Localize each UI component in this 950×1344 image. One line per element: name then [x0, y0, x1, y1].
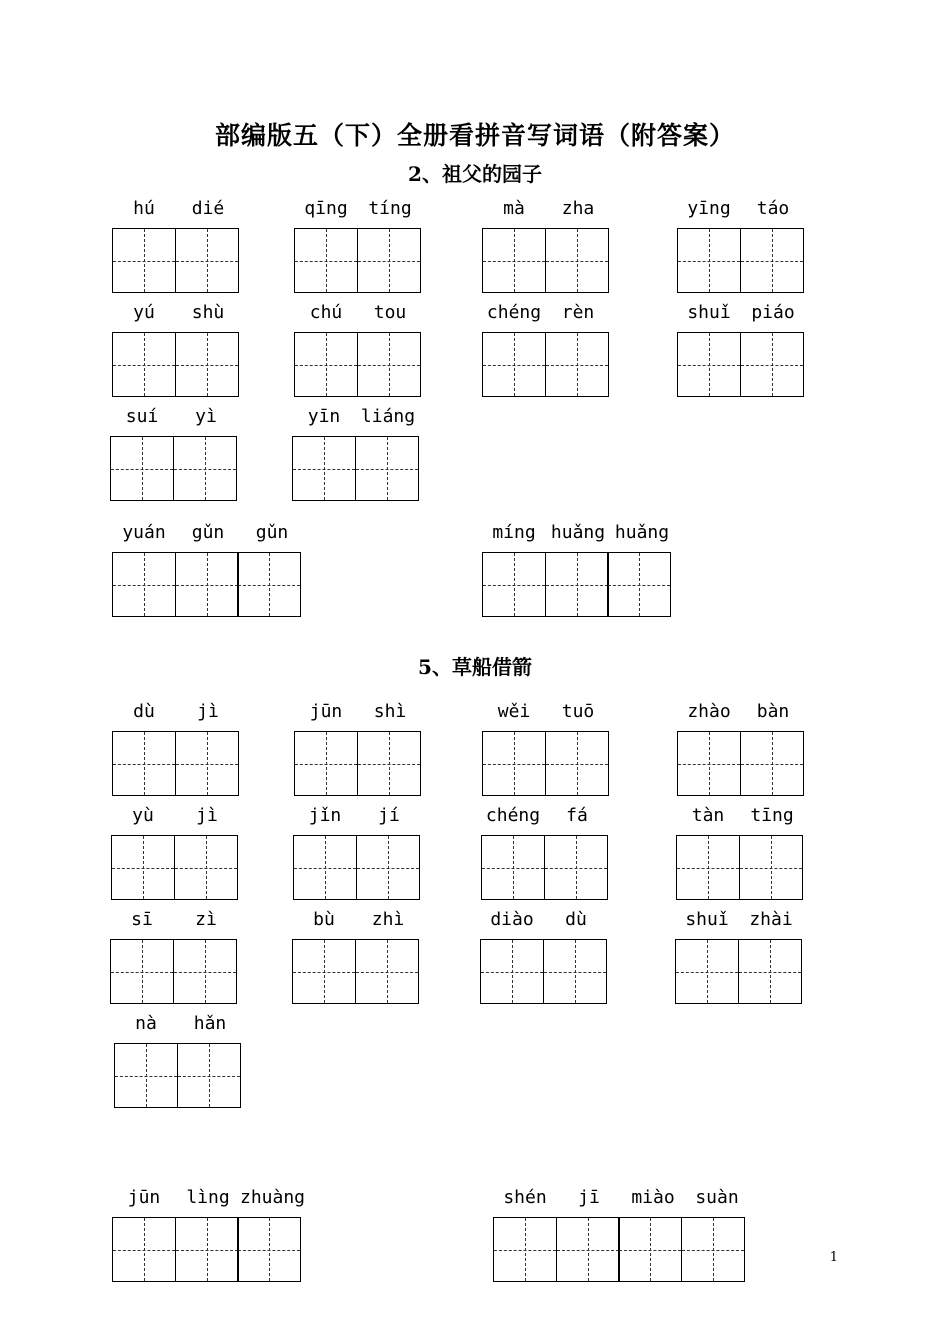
pinyin-line — [482, 522, 674, 543]
writing-cell[interactable] — [545, 731, 609, 796]
writing-cell[interactable] — [355, 436, 419, 501]
writing-cell[interactable] — [740, 332, 804, 397]
pinyin-line — [112, 198, 240, 219]
writing-cell[interactable] — [357, 228, 421, 293]
section-heading-2: 5、草船借箭 — [418, 655, 532, 679]
writing-cell[interactable] — [543, 939, 607, 1004]
writing-cell[interactable] — [111, 835, 175, 900]
writing-cell[interactable] — [294, 228, 358, 293]
pinyin-syllable: nà — [135, 1013, 157, 1034]
pinyin-syllable: bù — [313, 909, 335, 930]
pinyin-syllable: tuō — [561, 701, 595, 722]
pinyin-syllable: yīng — [687, 198, 731, 219]
pinyin-syllable: diào — [490, 909, 534, 930]
writing-boxes — [675, 939, 800, 1004]
pinyin-syllable: jǐn — [308, 805, 342, 826]
writing-cell[interactable] — [544, 835, 608, 900]
pinyin-syllable: wěi — [497, 701, 531, 722]
pinyin-syllable: hǎn — [193, 1013, 227, 1034]
writing-cell[interactable] — [545, 228, 609, 293]
pinyin-syllable: jūn — [127, 1187, 161, 1208]
pinyin-syllable: yú — [133, 302, 155, 323]
writing-boxes — [110, 939, 235, 1004]
pinyin-syllable: yù — [132, 805, 154, 826]
writing-cell[interactable] — [177, 1043, 241, 1108]
writing-cell[interactable] — [110, 436, 174, 501]
writing-boxes — [110, 436, 235, 501]
writing-cell[interactable] — [356, 835, 420, 900]
pinyin-line — [677, 198, 805, 219]
pinyin-syllable: chú — [309, 302, 343, 323]
page-title: 部编版五（下）全册看拼音写词语（附答案） — [214, 121, 735, 150]
writing-boxes — [294, 228, 419, 293]
writing-boxes — [482, 332, 607, 397]
pinyin-line — [493, 1187, 749, 1208]
pinyin-line — [676, 805, 804, 826]
pinyin-line — [112, 701, 240, 722]
writing-cell[interactable] — [114, 1043, 178, 1108]
writing-cell[interactable] — [681, 1217, 745, 1282]
writing-boxes — [677, 228, 802, 293]
writing-cell[interactable] — [237, 552, 301, 617]
writing-boxes — [112, 1217, 300, 1282]
writing-cell[interactable] — [739, 835, 803, 900]
pinyin-line — [294, 198, 422, 219]
writing-boxes — [111, 835, 236, 900]
pinyin-syllable: huǎng — [614, 522, 670, 543]
pinyin-line — [292, 406, 420, 427]
pinyin-syllable: táo — [756, 198, 790, 219]
pinyin-syllable: suí — [125, 406, 159, 427]
pinyin-syllable: zhì — [371, 909, 405, 930]
writing-cell[interactable] — [556, 1217, 620, 1282]
writing-boxes — [482, 552, 670, 617]
writing-cell[interactable] — [607, 552, 671, 617]
writing-cell[interactable] — [618, 1217, 682, 1282]
pinyin-syllable: jì — [196, 805, 218, 826]
writing-boxes — [112, 552, 300, 617]
pinyin-syllable: yì — [195, 406, 217, 427]
writing-cell[interactable] — [294, 731, 358, 796]
writing-cell[interactable] — [294, 332, 358, 397]
writing-boxes — [482, 731, 607, 796]
pinyin-syllable: suàn — [695, 1187, 739, 1208]
pinyin-line — [482, 701, 610, 722]
pinyin-syllable: qīng — [304, 198, 348, 219]
writing-cell[interactable] — [175, 1217, 239, 1282]
pinyin-syllable: shì — [373, 701, 407, 722]
pinyin-syllable: dié — [191, 198, 225, 219]
pinyin-syllable: huǎng — [550, 522, 606, 543]
pinyin-syllable: rèn — [561, 302, 595, 323]
pinyin-syllable: sī — [131, 909, 153, 930]
writing-cell[interactable] — [110, 939, 174, 1004]
pinyin-syllable: yīn — [307, 406, 341, 427]
writing-cell[interactable] — [355, 939, 419, 1004]
pinyin-line — [112, 302, 240, 323]
writing-cell[interactable] — [175, 228, 239, 293]
writing-cell[interactable] — [175, 731, 239, 796]
writing-cell[interactable] — [112, 228, 176, 293]
writing-cell[interactable] — [677, 731, 741, 796]
pinyin-syllable: zhài — [749, 909, 793, 930]
pinyin-syllable: tou — [373, 302, 407, 323]
writing-cell[interactable] — [357, 332, 421, 397]
pinyin-syllable: piáo — [751, 302, 795, 323]
writing-cell[interactable] — [293, 835, 357, 900]
writing-cell[interactable] — [357, 731, 421, 796]
writing-boxes — [292, 436, 417, 501]
pinyin-syllable: chéng — [486, 302, 542, 323]
pinyin-syllable: zhào — [687, 701, 731, 722]
writing-cell[interactable] — [493, 1217, 557, 1282]
pinyin-syllable: gǔn — [255, 522, 289, 543]
pinyin-syllable: shén — [503, 1187, 547, 1208]
pinyin-line — [112, 1187, 304, 1208]
writing-boxes — [677, 731, 802, 796]
pinyin-syllable: dù — [133, 701, 155, 722]
pinyin-syllable: lìng — [186, 1187, 230, 1208]
writing-cell[interactable] — [481, 835, 545, 900]
writing-boxes — [114, 1043, 239, 1108]
writing-boxes — [293, 835, 418, 900]
writing-cell[interactable] — [175, 332, 239, 397]
pinyin-syllable: zì — [195, 909, 217, 930]
pinyin-syllable: bàn — [756, 701, 790, 722]
writing-cell[interactable] — [292, 436, 356, 501]
pinyin-syllable: dù — [565, 909, 587, 930]
writing-cell[interactable] — [677, 228, 741, 293]
pinyin-syllable: gǔn — [191, 522, 225, 543]
pinyin-syllable: zhuàng — [240, 1187, 306, 1208]
writing-boxes — [482, 228, 607, 293]
writing-cell[interactable] — [482, 731, 546, 796]
pinyin-syllable: jī — [578, 1187, 600, 1208]
writing-cell[interactable] — [175, 552, 239, 617]
writing-boxes — [481, 835, 606, 900]
pinyin-line — [482, 198, 610, 219]
pinyin-line — [111, 805, 239, 826]
pinyin-syllable: shuǐ — [685, 909, 729, 930]
writing-boxes — [112, 731, 237, 796]
pinyin-syllable: jí — [378, 805, 400, 826]
writing-cell[interactable] — [112, 1217, 176, 1282]
writing-boxes — [493, 1217, 743, 1282]
writing-cell[interactable] — [545, 552, 609, 617]
writing-boxes — [294, 332, 419, 397]
pinyin-syllable: fá — [566, 805, 588, 826]
pinyin-line — [292, 909, 420, 930]
writing-cell[interactable] — [174, 835, 238, 900]
pinyin-syllable: tīng — [750, 805, 794, 826]
writing-cell[interactable] — [173, 939, 237, 1004]
pinyin-line — [482, 302, 610, 323]
writing-cell[interactable] — [112, 731, 176, 796]
pinyin-syllable: chéng — [485, 805, 541, 826]
pinyin-syllable: mà — [503, 198, 525, 219]
writing-boxes — [292, 939, 417, 1004]
pinyin-line — [294, 701, 422, 722]
pinyin-line — [677, 302, 805, 323]
writing-cell[interactable] — [675, 939, 739, 1004]
pinyin-line — [114, 1013, 242, 1034]
writing-boxes — [676, 835, 801, 900]
writing-boxes — [112, 332, 237, 397]
writing-cell[interactable] — [545, 332, 609, 397]
pinyin-syllable: zha — [561, 198, 595, 219]
writing-cell[interactable] — [677, 332, 741, 397]
writing-cell[interactable] — [738, 939, 802, 1004]
pinyin-line — [110, 406, 238, 427]
pinyin-syllable: hú — [133, 198, 155, 219]
writing-boxes — [677, 332, 802, 397]
writing-cell[interactable] — [237, 1217, 301, 1282]
pinyin-line — [481, 805, 609, 826]
pinyin-syllable: shuǐ — [687, 302, 731, 323]
section-heading-1: 2、祖父的园子 — [408, 162, 542, 186]
pinyin-line — [110, 909, 238, 930]
writing-cell[interactable] — [482, 332, 546, 397]
pinyin-line — [294, 302, 422, 323]
writing-cell[interactable] — [740, 731, 804, 796]
pinyin-line — [675, 909, 803, 930]
writing-boxes — [480, 939, 605, 1004]
pinyin-syllable: tíng — [368, 198, 412, 219]
pinyin-line — [293, 805, 421, 826]
pinyin-syllable: liáng — [360, 406, 416, 427]
writing-cell[interactable] — [740, 228, 804, 293]
pinyin-syllable: shù — [191, 302, 225, 323]
writing-cell[interactable] — [173, 436, 237, 501]
pinyin-syllable: yuán — [122, 522, 166, 543]
pinyin-syllable: miào — [631, 1187, 675, 1208]
pinyin-syllable: jì — [197, 701, 219, 722]
pinyin-line — [480, 909, 608, 930]
writing-cell[interactable] — [676, 835, 740, 900]
pinyin-line — [112, 522, 304, 543]
page-number: 1 — [829, 1250, 838, 1265]
pinyin-syllable: jūn — [309, 701, 343, 722]
pinyin-syllable: míng — [492, 522, 536, 543]
writing-boxes — [294, 731, 419, 796]
writing-cell[interactable] — [112, 332, 176, 397]
writing-cell[interactable] — [482, 552, 546, 617]
pinyin-line — [677, 701, 805, 722]
writing-boxes — [112, 228, 237, 293]
writing-cell[interactable] — [112, 552, 176, 617]
writing-cell[interactable] — [480, 939, 544, 1004]
pinyin-syllable: tàn — [691, 805, 725, 826]
writing-cell[interactable] — [292, 939, 356, 1004]
writing-cell[interactable] — [482, 228, 546, 293]
